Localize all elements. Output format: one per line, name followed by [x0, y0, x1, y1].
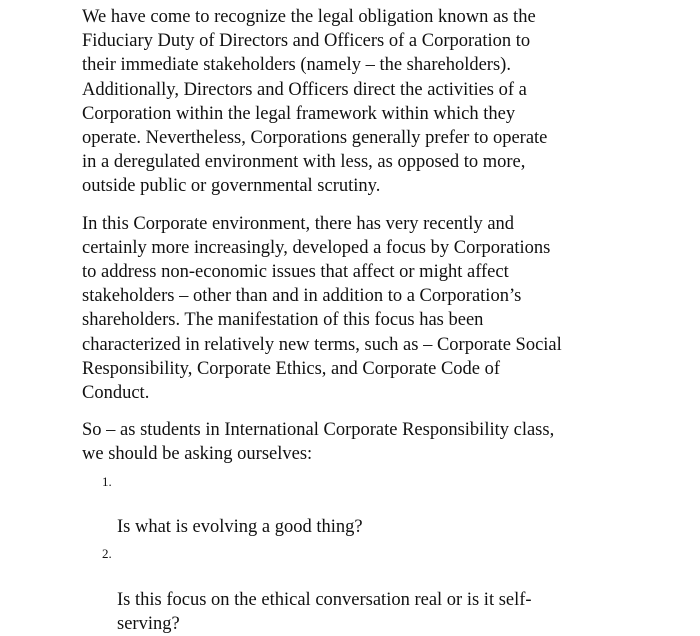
question-number-2: 2.: [102, 546, 112, 562]
paragraph-fiduciary-duty: We have come to recognize the legal obligation known as the Fiduciary Duty of Directors and Officers of a Corporation to their immediate stakeholders (namely – the shareholders). Additionally, Directors and Officers direct the activities of a Corporation within the legal framework within which they operate. Nevertheless, Corporations generally prefer to operate in a deregulated environment with less, as opposed to more, outside public or governmental scrutiny.: [82, 7, 548, 197]
question-item-1: [82, 467, 642, 540]
question-text-2: Is this focus on the ethical conversation real or is it self- serving?: [117, 589, 532, 634]
paragraph-students-question: So – as students in International Corporate Responsibility class, we should be asking ourselves:: [82, 420, 555, 465]
paragraph-corporate-environment: In this Corporate environment, there has very recently and certainly more increasingly, developed a focus by Corporations to address non-economic issues that affect or might affect stakeholders – other than and in addition to a Corporation’s shareholders. The manifestation of this focus has been characterized in relatively new terms, such as – Corporate Social Responsibility, Corporate Ethics, and Corporate Code of Conduct.: [82, 213, 562, 404]
question-list: [82, 467, 642, 636]
document-page: [82, 5, 642, 636]
question-item-2: [82, 539, 642, 636]
question-number-1: 1.: [102, 473, 112, 489]
question-text-1: Is what is evolving a good thing?: [117, 517, 363, 538]
